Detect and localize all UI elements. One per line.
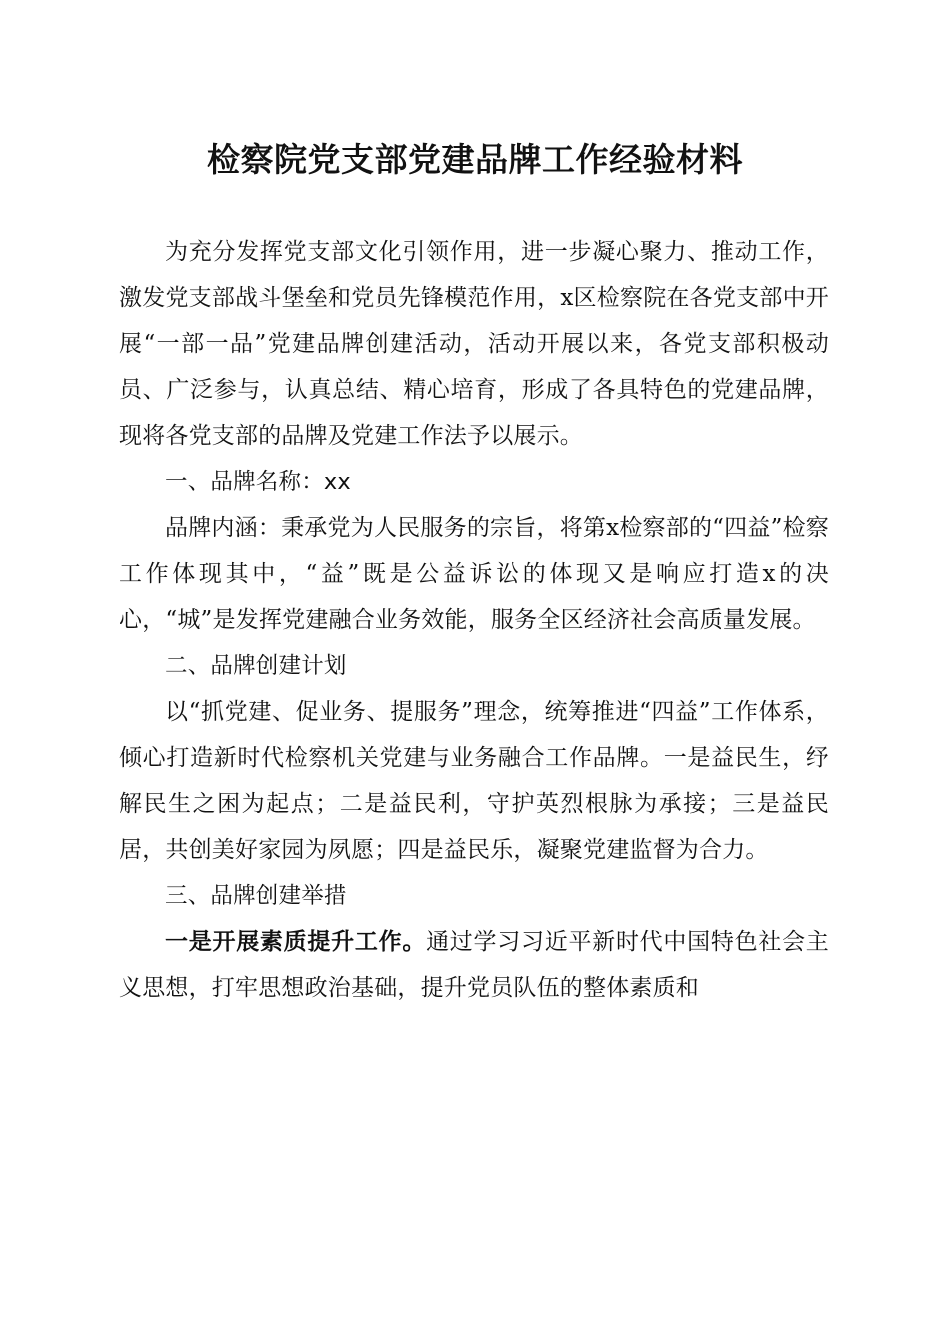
section-2-heading: 二、品牌创建计划 [165,653,347,679]
section-2-paragraph: 以“抓党建、促业务、提服务”理念，统筹推进“四益”工作体系，倾心打造新时代检察机关党建与业务融合工作品牌。一是益民生，纾解民生之困为起点；二是益民利，守护英烈根脉为承接；三是益民居，共创美好家园为夙愿；四是益民乐，凝聚党建监督为合力。 [119,699,829,863]
document-title: 检察院党支部党建品牌工作经验材料 [207,140,743,179]
intro-paragraph: 为充分发挥党支部文化引领作用，进一步凝心聚力、推动工作，激发党支部战斗堡垒和党员先锋模范作用，x区检察院在各党支部中开展“一部一品”党建品牌创建活动，活动开展以来，各党支部积极动员、广泛参与，认真总结、精心培育，形成了各具特色的党建品牌，现将各党支部的品牌及党建工作法予以展示。 [119,239,829,449]
section-3-lead: 一是开展素质提升工作。 [165,928,427,955]
section-3-heading: 三、品牌创建举措 [165,883,347,909]
section-1-heading: 一、品牌名称：xx [165,469,351,495]
section-3-text: 通过学习习近平新时代中国特色社会主义思想，打牢思想政治基础，提升党员队伍的整体素质和 [119,929,830,1001]
document-body [119,229,829,1011]
section-1-paragraph: 品牌内涵：秉承党为人民服务的宗旨，将第x检察部的“四益”检察工作体现其中，“益”既是公益诉讼的体现又是响应打造x的决心，“城”是发挥党建融合业务效能，服务全区经济社会高质量发展。 [119,515,829,633]
section-3-paragraph [119,919,829,1011]
